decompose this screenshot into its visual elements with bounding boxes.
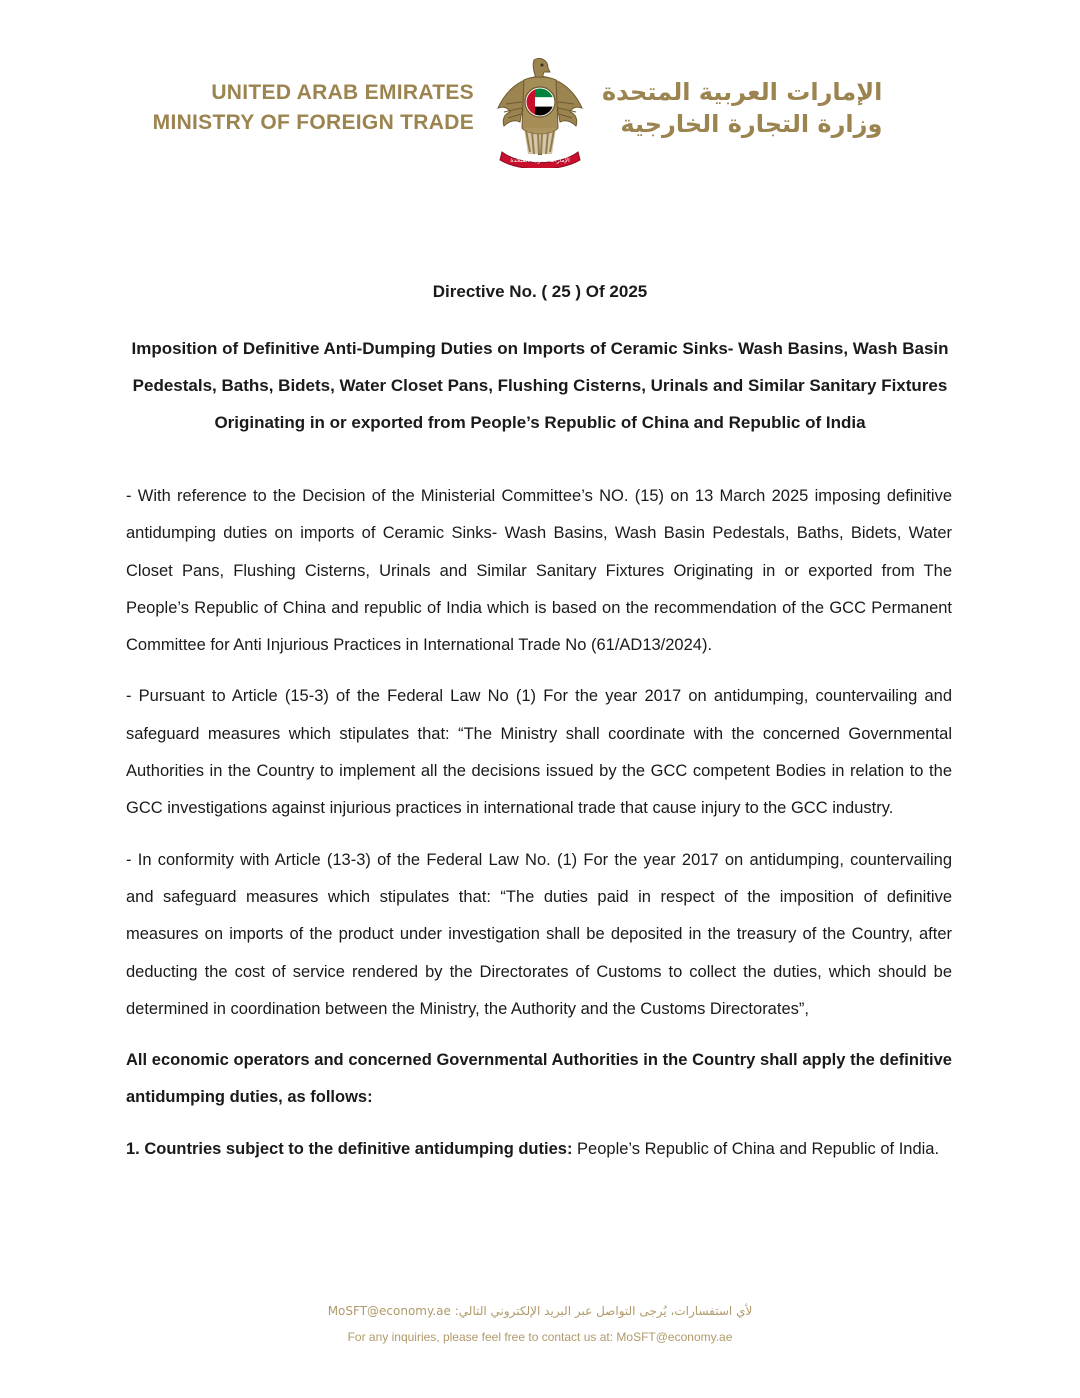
ministry-name-ar: وزارة التجارة الخارجية xyxy=(620,110,883,138)
apply-statement: All economic operators and concerned Governmental Authorities in the Country shall apply the definitive antidumping duties, as follows: xyxy=(126,1051,952,1107)
item-1 xyxy=(126,1131,952,1168)
paragraph-pursuant: - Pursuant to Article (15-3) of the Federal Law No (1) For the year 2017 on antidumping, countervailing and safeguard measures which stipulates that: “The Ministry shall coordinate with the concerned Governmental Authorities in the Country to implement all the decisions issued by the GCC competent Bodies in relation to the GCC investigations against injurious practices in international trade that cause injury to the GCC industry. xyxy=(126,687,952,818)
directive-body xyxy=(126,478,952,1182)
item-1-value: People’s Republic of China and Republic of India. xyxy=(572,1139,940,1158)
paragraph-conformity: - In conformity with Article (13-3) of the Federal Law No. (1) For the year 2017 on antidumping, countervailing and safeguard measures which stipulates that: “The duties paid in respect of the imposition of definitive measures on imports of the product under investigation shall be deposited in the treasury of the Country, after deducting the cost of service rendered by the Directorates of Customs to collect the duties, which should be determined in coordination between the Ministry, the Authority and the Customs Directorates”, xyxy=(126,850,952,1018)
letterhead-arabic xyxy=(602,76,882,140)
directive-title: Directive No. ( 25 ) Of 2025 xyxy=(432,282,648,301)
ministry-name-en: MINISTRY OF FOREIGN TRADE xyxy=(152,111,474,134)
letterhead xyxy=(0,56,1080,176)
directive-subject: Imposition of Definitive Anti-Dumping Duties on Imports of Ceramic Sinks- Wash Basins, Wash Basin Pedestals, Baths, Bidets, Water Closet Pans, Flushing Cisterns, Urinals and Similar Sanitary Fixtures Originating in or exported from People’s Republic of China and Republic of India xyxy=(131,339,949,432)
footer-arabic: لأي استفسارات، يُرجى التواصل عبر البريد الإلكتروني التالي: MoSFT@economy.ae xyxy=(327,1304,753,1318)
paragraph-reference: - With reference to the Decision of the Ministerial Committee’s NO. (15) on 13 March 2025 imposing definitive antidumping duties on imports of Ceramic Sinks- Wash Basins, Wash Basin Pedestals, Baths, Bidets, Water Closet Pans, Flushing Cisterns, Urinals and Similar Sanitary Fixtures Originating in or exported from The People’s Republic of China and republic of India which is based on the recommendation of the GCC Permanent Committee for Anti Injurious Practices in International Trade No (61/AD13/2024). xyxy=(126,487,952,655)
footer-english: For any inquiries, please feel free to contact us at: MoSFT@economy.ae xyxy=(347,1330,733,1344)
country-name-ar: الإمارات العربية المتحدة xyxy=(602,78,883,106)
uae-emblem-icon xyxy=(494,56,586,168)
country-name-en: UNITED ARAB EMIRATES xyxy=(211,81,474,104)
letterhead-english xyxy=(153,78,474,138)
emblem-ribbon-text: الإمارات العربية المتحدة xyxy=(510,157,570,164)
item-1-label: 1. Countries subject to the definitive antidumping duties: xyxy=(126,1139,573,1158)
footer xyxy=(0,1298,1080,1350)
